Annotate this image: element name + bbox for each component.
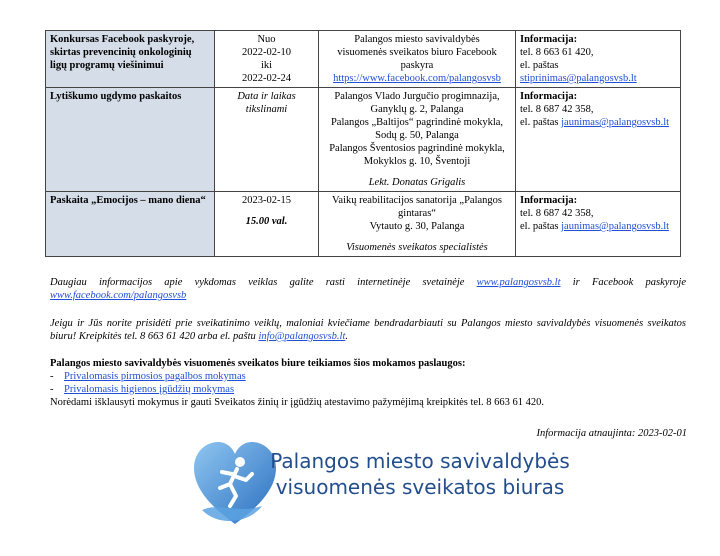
email-prefix: el. paštas <box>520 117 562 128</box>
list-item <box>50 383 686 396</box>
event-place <box>319 88 516 192</box>
facebook-page-link[interactable]: www.facebook.com/palangosvsb <box>50 290 187 301</box>
place-line: gintaras“ <box>398 208 436 219</box>
cooperation-end: . <box>345 331 349 342</box>
info-phone: tel. 8 687 42 358, <box>520 208 594 219</box>
event-info <box>516 31 681 88</box>
first-aid-training-link[interactable]: Privalomasis pirmosios pagalbos mokymas <box>64 371 246 382</box>
table-row <box>46 192 681 257</box>
place-line: Vaikų reabilitacijos sanatorija „Palangos <box>332 195 502 206</box>
place-line: visuomenės sveikatos biuro Facebook <box>337 47 497 58</box>
more-info-text: Daugiau informacijos apie vykdomas veiklas galite rasti internetinėje svetainėje <box>50 277 477 288</box>
cooperation-paragraph <box>50 317 686 343</box>
info-email-link[interactable]: info@palangosvsb.lt <box>258 331 346 342</box>
more-info-mid: ir Facebook paskyroje <box>560 277 686 288</box>
lecturer: Lekt. Donatas Grigalis <box>368 177 466 188</box>
place-line: Sodų g. 50, Palanga <box>375 130 459 141</box>
email-prefix: el. paštas <box>520 221 562 232</box>
specialists: Visuomenės sveikatos specialistės <box>346 242 488 253</box>
place-line: Palangos „Baltijos“ pagrindinė mokykla, <box>330 117 504 128</box>
event-time: 15.00 val. <box>245 216 288 227</box>
info-phone: tel. 8 663 61 420, <box>520 47 594 58</box>
place-line: Palangos Vlado Jurgučio progimnazija, <box>334 91 500 102</box>
heart-runner-icon <box>190 436 280 532</box>
place-line: paskyra <box>400 60 434 71</box>
place-line: Mokyklos g. 10, Šventoji <box>363 156 471 167</box>
events-table <box>45 30 681 257</box>
event-place <box>319 192 516 257</box>
info-label: Informacija: <box>520 91 578 102</box>
hygiene-training-link[interactable]: Privalomasis higienos įgūdžių mokymas <box>64 384 235 395</box>
date-line: iki <box>260 60 273 71</box>
place-line: Ganyklų g. 2, Palanga <box>370 104 464 115</box>
info-label: Informacija: <box>520 195 578 206</box>
event-info <box>516 88 681 192</box>
facebook-link[interactable]: https://www.facebook.com/palangosvsb <box>333 73 501 84</box>
logo-line-2: visuomenės sveikatos biuras <box>275 475 565 499</box>
paid-services-section <box>50 357 686 409</box>
table-row <box>46 88 681 192</box>
info-label: Informacija: <box>520 34 578 45</box>
email-link[interactable]: jaunimas@palangosvsb.lt <box>561 221 670 232</box>
table-row <box>46 31 681 88</box>
website-link[interactable]: www.palangosvsb.lt <box>476 277 561 288</box>
event-place <box>319 31 516 88</box>
updated-date: Informacija atnaujinta: 2023-02-01 <box>536 428 687 439</box>
date-line: 2022-02-10 <box>242 47 291 58</box>
services-heading: Palangos miesto savivaldybės visuomenės sveikatos biure teikiamos šios mokamos paslaugos: <box>50 358 466 369</box>
email-link[interactable]: jaunimas@palangosvsb.lt <box>561 117 670 128</box>
place-line: Vytauto g. 30, Palanga <box>369 221 465 232</box>
event-date <box>215 31 319 88</box>
logo-line-1: Palangos miesto savivaldybės <box>270 449 570 473</box>
more-info-paragraph <box>50 276 686 302</box>
date-line: 2023-02-15 <box>242 195 291 206</box>
event-date <box>215 192 319 257</box>
logo-text <box>270 448 570 500</box>
date-line: 2022-02-24 <box>242 73 291 84</box>
event-info <box>516 192 681 257</box>
list-dash: - <box>50 371 54 382</box>
event-title: Paskaita „Emocijos – mano diena“ <box>46 192 215 257</box>
date-line: Nuo <box>257 34 276 45</box>
services-footer: Norėdami išklausyti mokymus ir gauti Sveikatos žinių ir įgūdžių atestavimo pažymėjimą kreipkitės tel. 8 663 61 420. <box>50 397 544 408</box>
list-item <box>50 370 686 383</box>
info-phone: tel. 8 687 42 358, <box>520 104 594 115</box>
list-dash: - <box>50 384 54 395</box>
cooperation-text: Jeigu ir Jūs norite prisidėti prie sveikatinimo veiklų, maloniai kviečiame bendradarbiauti su Palangos miesto savivaldybės visuomenės sveikatos biuru! Kreipkitės tel. 8 663 61 420 arba el. paštu <box>50 318 686 342</box>
place-line: Palangos miesto savivaldybės <box>354 34 480 45</box>
event-date: Data ir laikas tikslinami <box>215 88 319 192</box>
email-prefix: el. paštas <box>520 60 559 71</box>
place-line: Palangos Šventosios pagrindinė mokykla, <box>329 143 505 154</box>
organization-logo <box>190 436 570 536</box>
email-link[interactable]: stiprinimas@palangosvsb.lt <box>520 73 637 84</box>
event-title: Lytiškumo ugdymo paskaitos <box>46 88 215 192</box>
event-title: Konkursas Facebook paskyroje, skirtas prevencinių onkologinių ligų programų viešinimui <box>46 31 215 88</box>
